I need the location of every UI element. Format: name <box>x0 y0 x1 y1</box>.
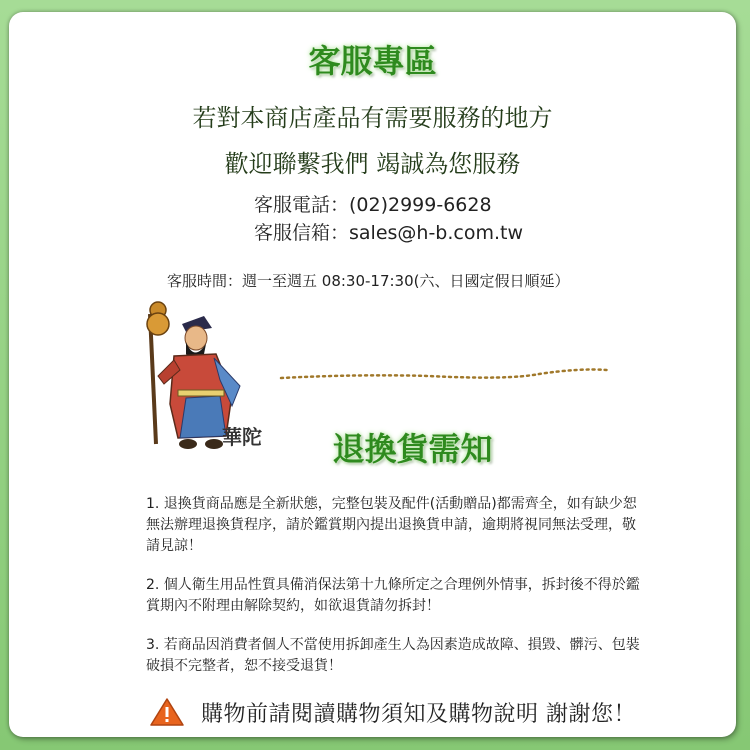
service-title: 客服專區 <box>308 42 437 80</box>
email-info: 客服信箱：sales@h-b.com.tw <box>254 222 524 244</box>
phone-info: 客服電話：(02)2999-6628 <box>254 194 492 216</box>
service-hours: 客服時間：週一至週五 08:30-17:30(六、日國定假日順延） <box>167 272 570 290</box>
footer-notice <box>149 696 649 728</box>
warning-icon <box>149 697 185 727</box>
returns-title: 退換貨需知 <box>332 430 493 468</box>
dotted-divider <box>279 358 609 388</box>
figure-caption: 華陀 <box>222 425 262 449</box>
returns-notice-2: 2. 個人衛生用品性質具備消保法第十九條所定之合理例外情事，拆封後不得於鑑賞期內不附理由解除契約，如欲退貨請勿拆封！ <box>146 577 640 614</box>
intro-line-1: 若對本商店產品有需要服務的地方 <box>192 104 553 132</box>
content-card <box>9 12 736 737</box>
intro-line-2: 歡迎聯繫我們 竭誠為您服務 <box>224 150 521 178</box>
returns-notice-3: 3. 若商品因消費者個人不當使用拆卸產生人為因素造成故障、損毀、髒污、包裝破損不完整者，恕不接受退貨！ <box>146 637 640 674</box>
returns-notice-1: 1. 退換貨商品應是全新狀態，完整包裝及配件(活動贈品)都需齊全，如有缺少恕無法辦理退換貨程序，請於鑑賞期內提出退換貨申請，逾期將視同無法受理，敬請見諒！ <box>146 496 637 554</box>
footer-text: 購物前請閱讀購物須知及購物說明 謝謝您！ <box>201 701 636 727</box>
